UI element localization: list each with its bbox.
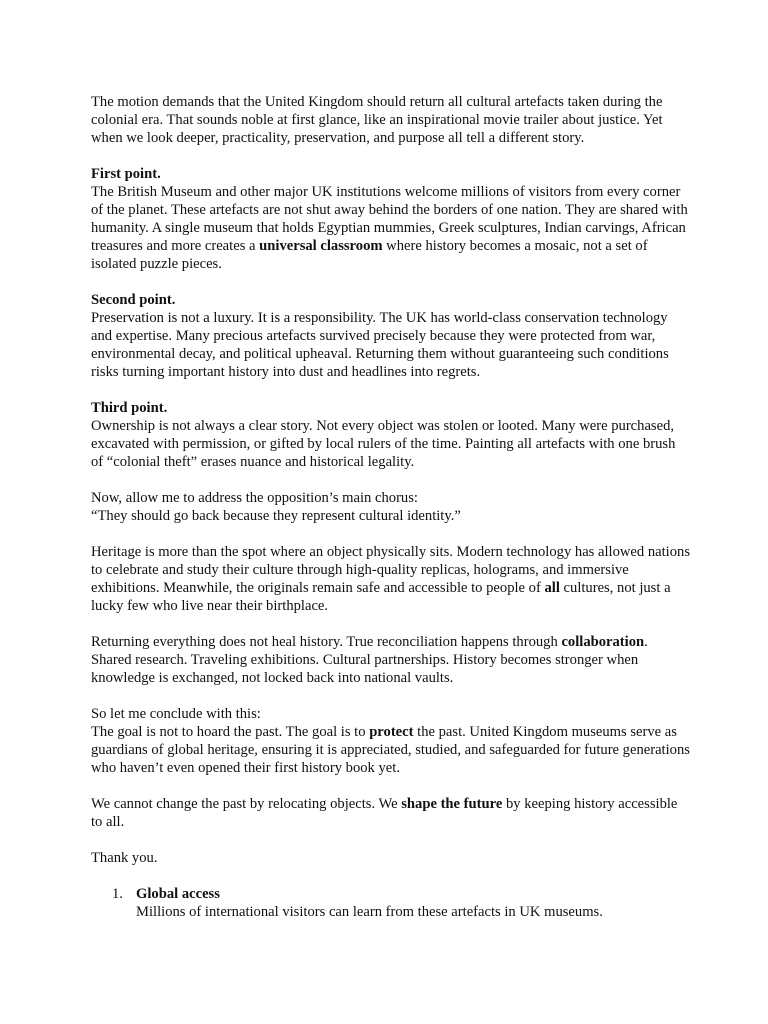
thanks-paragraph: Thank you. <box>91 850 158 866</box>
first-point-text: The British Museum and other major UK institutions welcome millions of visitors from every corner of the planet. These artefacts are not shut away behind the borders of one nation. They are shared with humanity. A single museum that holds Egyptian mummies, Greek sculptures, Indian carvings, African treasures and more creates a <box>91 184 688 254</box>
document-body <box>91 93 691 921</box>
heritage-text-end: cultures, not just a lucky few who live near their birthplace. <box>91 580 671 614</box>
intro-paragraph: The motion demands that the United Kingdom should return all cultural artefacts taken during the colonial era. That sounds noble at first glance, like an inspirational movie trailer about justice. Yet when we look deeper, practicality, preservation, and purpose all tell a different story. <box>91 94 663 146</box>
third-point-heading: Third point. <box>91 400 168 416</box>
returning-text-end: . Shared research. Traveling exhibitions. Cultural partnerships. History becomes stronger when knowledge is exchanged, not locked back into national vaults. <box>91 634 648 686</box>
third-point-paragraph <box>91 399 691 471</box>
first-point-heading: First point. <box>91 166 161 182</box>
list-item <box>91 885 691 921</box>
heritage-paragraph <box>91 543 691 615</box>
returning-text: Returning everything does not heal history. True reconciliation happens through <box>91 634 562 650</box>
future-text-end: by keeping history accessible to all. <box>91 796 678 830</box>
conclusion-text-end: the past. United Kingdom museums serve as guardians of global heritage, ensuring it is appreciated, studied, and safeguarded for future generations who haven’t even opened their first history book yet. <box>91 724 690 776</box>
opposition-paragraph <box>91 489 691 525</box>
universal-classroom-emphasis: universal classroom <box>259 238 383 254</box>
second-point-paragraph <box>91 291 691 381</box>
future-paragraph <box>91 795 691 831</box>
numbered-list <box>91 885 691 921</box>
collaboration-emphasis: collaboration <box>561 634 645 650</box>
all-emphasis: all <box>544 580 560 596</box>
second-point-heading: Second point. <box>91 292 176 308</box>
conclusion-intro-line: So let me conclude with this: <box>91 706 261 722</box>
future-text: We cannot change the past by relocating objects. We <box>91 796 402 812</box>
list-item-title: Global access <box>136 886 220 902</box>
list-item-description: Millions of international visitors can learn from these artefacts in UK museums. <box>136 904 603 920</box>
list-item-number: 1. <box>112 886 123 902</box>
conclusion-paragraph <box>91 705 691 777</box>
conclusion-text: The goal is not to hoard the past. The goal is to <box>91 724 370 740</box>
protect-emphasis: protect <box>369 724 414 740</box>
returning-paragraph <box>91 633 691 687</box>
second-point-text: Preservation is not a luxury. It is a responsibility. The UK has world-class conservation technology and expertise. Many precious artefacts survived precisely because they were protected from war, environmental decay, and political upheaval. Returning them without guaranteeing such conditions risks turning important history into dust and headlines into regrets. <box>91 310 669 380</box>
heritage-text: Heritage is more than the spot where an object physically sits. Modern technology has allowed nations to celebrate and study their culture through high-quality replicas, holograms, and immersive exhibitions. Meanwhile, the originals remain safe and accessible to people of <box>91 544 691 596</box>
third-point-text: Ownership is not always a clear story. Not every object was stolen or looted. Many were purchased, excavated with permission, or gifted by local rulers of the time. Painting all artefacts with one brush of “colonial theft” erases nuance and historical legality. <box>91 418 676 470</box>
shape-the-future-emphasis: shape the future <box>401 796 503 812</box>
first-point-paragraph <box>91 165 691 273</box>
opposition-quote-line: “They should go back because they represent cultural identity.” <box>91 508 461 524</box>
first-point-text-end: where history becomes a mosaic, not a set of isolated puzzle pieces. <box>91 238 648 272</box>
opposition-intro-line: Now, allow me to address the opposition’s main chorus: <box>91 490 418 506</box>
